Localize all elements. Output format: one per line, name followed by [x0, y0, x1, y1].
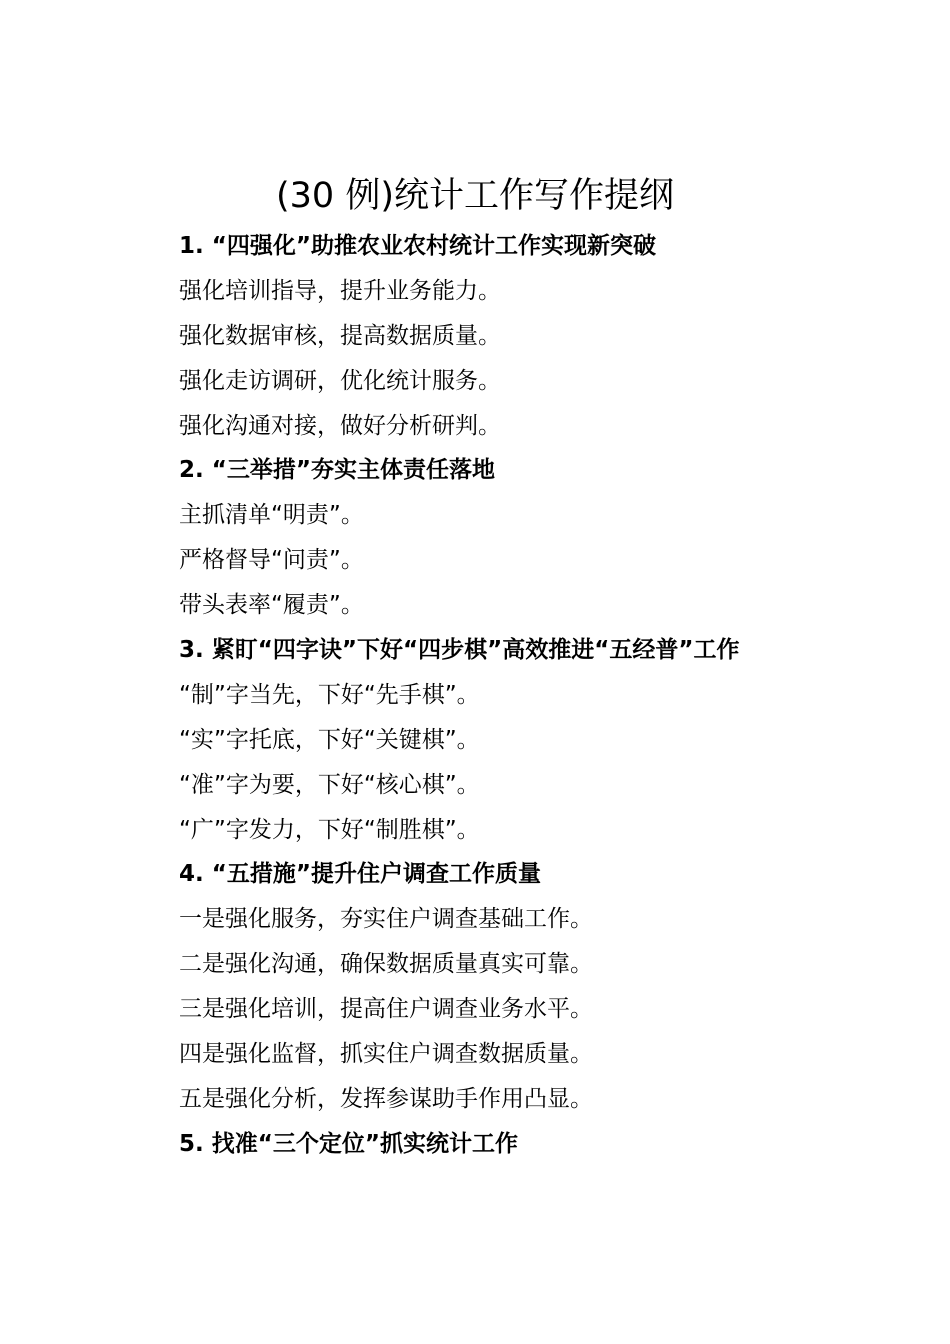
section-heading: 1. “四强化”助推农业农村统计工作实现新突破 — [179, 233, 656, 259]
list-item: “制”字当先，下好“先手棋”。 — [179, 681, 480, 708]
list-item: 二是强化沟通，确保数据质量真实可靠。 — [179, 951, 593, 978]
list-item: 强化培训指导，提升业务能力。 — [179, 277, 501, 304]
list-item: “广”字发力，下好“制胜棋”。 — [179, 816, 480, 843]
document-title: (30 例)统计工作写作提纲 — [276, 176, 674, 216]
list-item: 强化走访调研，优化统计服务。 — [179, 367, 501, 394]
list-item: 主抓清单“明责”。 — [179, 502, 364, 529]
list-item: 严格督导“问责”。 — [179, 547, 364, 574]
section-heading: 3. 紧盯“四字诀”下好“四步棋”高效推进“五经普”工作 — [179, 637, 740, 664]
document-body — [179, 224, 879, 1167]
list-item: 五是强化分析，发挥参谋助手作用凸显。 — [179, 1085, 593, 1112]
list-item: 带头表率“履责”。 — [179, 592, 364, 619]
list-item: “实”字托底，下好“关键棋”。 — [179, 726, 480, 753]
list-item: 三是强化培训，提高住户调查业务水平。 — [179, 996, 593, 1023]
section-heading: 5. 找准“三个定位”抓实统计工作 — [179, 1130, 518, 1157]
list-item: 强化沟通对接，做好分析研判。 — [179, 412, 501, 439]
list-item: “准”字为要，下好“核心棋”。 — [179, 771, 480, 798]
list-item: 四是强化监督，抓实住户调查数据质量。 — [179, 1041, 593, 1068]
section-heading: 2. “三举措”夯实主体责任落地 — [179, 457, 495, 484]
list-item: 一是强化服务，夯实住户调查基础工作。 — [179, 906, 593, 933]
list-item: 强化数据审核，提高数据质量。 — [179, 322, 501, 349]
section-heading: 4. “五措施”提升住户调查工作质量 — [179, 861, 541, 888]
